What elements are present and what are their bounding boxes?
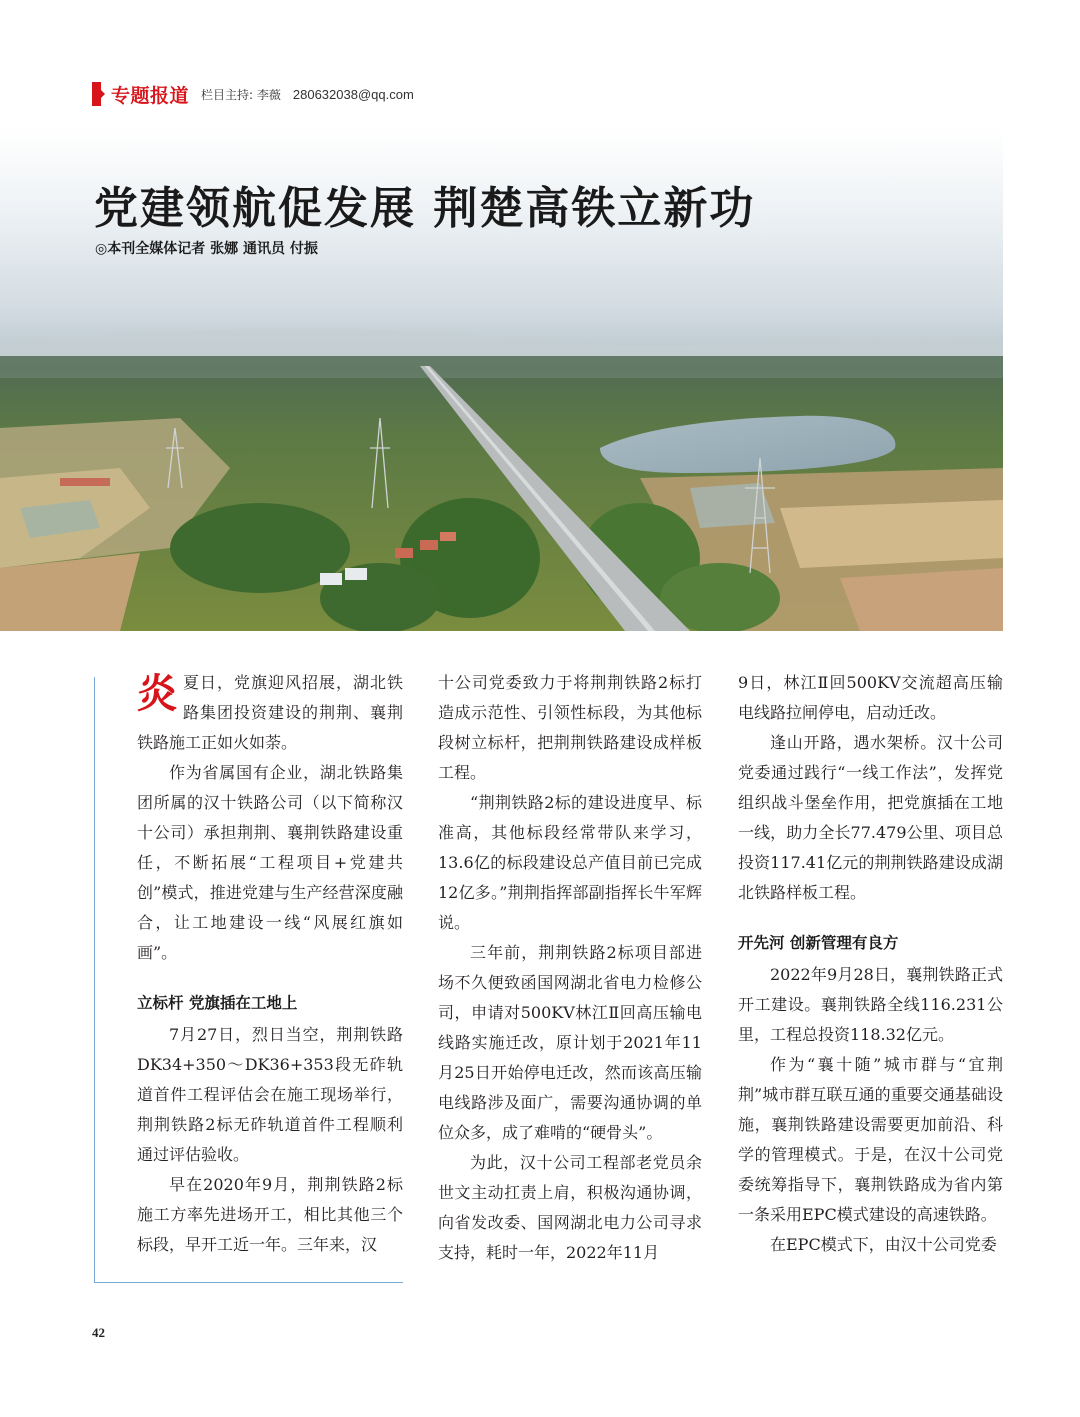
paragraph: 作为“襄十随”城市群与“宜荆荆”城市群互联互通的重要交通基础设施，襄荆铁路建设需要更加前沿、科学的管理模式。于是，在汉十公司党委统筹指导下，襄荆铁路成为省内第一条采用EPC模式建设的高速铁路。 <box>738 1055 1003 1224</box>
paragraph <box>137 668 403 758</box>
text-column-1 <box>137 668 403 1260</box>
column-header <box>92 80 414 108</box>
paragraph: 9日，林江Ⅱ回500KV交流超高压输电线路拉闸停电，启动迁改。 <box>738 673 1003 722</box>
article-title: 党建领航促发展 荆楚高铁立新功 <box>94 183 756 234</box>
text-column-3 <box>738 668 1003 1260</box>
article-byline: ◎本刊全媒体记者 张娜 通讯员 付振 <box>95 241 318 257</box>
paragraph: 在EPC模式下，由汉十公司党委 <box>770 1235 997 1254</box>
paragraph: 三年前，荆荆铁路2标项目部进场不久便致函国网湖北省电力检修公司，申请对500KV林江Ⅱ回高压输电线路实施迁改，原计划于2021年11月25日开始停电迁改，然而该高压输电线路涉及面广，需要沟通协调的单位众多，成了难啃的“硬骨头”。 <box>438 943 702 1142</box>
host-email: 280632038@qq.com <box>292 86 414 102</box>
column-frame-line <box>94 1282 403 1283</box>
section-marker-icon <box>92 82 101 106</box>
text-column-2 <box>438 668 702 1268</box>
section-heading: 开先河 创新管理有良方 <box>738 934 899 952</box>
paragraph: 逢山开路，遇水架桥。汉十公司党委通过践行“一线工作法”，发挥党组织战斗堡垒作用，把党旗插在工地一线，助力全长77.479公里、项目总投资117.41亿元的荆荆铁路建设成湖北铁路样板工程。 <box>738 733 1003 902</box>
page-number: 42 <box>92 1325 105 1340</box>
column-frame-line <box>94 677 95 1283</box>
drop-cap: 炎 <box>137 671 177 717</box>
paragraph-text: 夏日，党旗迎风招展，湖北铁路集团投资建设的荆荆、襄荆铁路施工正如火如荼。 <box>137 673 403 752</box>
paragraph: 为此，汉十公司工程部老党员余世文主动扛责上肩，积极沟通协调，向省发改委、国网湖北电力公司寻求支持，耗时一年，2022年11月 <box>438 1153 702 1262</box>
section-name: 专题报道 <box>111 84 190 107</box>
paragraph: 早在2020年9月，荆荆铁路2标施工方率先进场开工，相比其他三个标段，早开工近一年。三年来，汉 <box>137 1175 403 1254</box>
paragraph: 2022年9月28日，襄荆铁路正式开工建设。襄荆铁路全线116.231公里，工程总投资118.32亿元。 <box>738 965 1003 1044</box>
section-heading: 立标杆 党旗插在工地上 <box>137 994 298 1012</box>
paragraph: 十公司党委致力于将荆荆铁路2标打造成示范性、引领性标段，为其他标段树立标杆，把荆荆铁路建设成样板工程。 <box>438 673 702 782</box>
paragraph: 作为省属国有企业，湖北铁路集团所属的汉十铁路公司（以下简称汉十公司）承担荆荆、襄荆铁路建设重任，不断拓展“工程项目+党建共创”模式，推进党建与生产经营深度融合，让工地建设一线“风展红旗如画”。 <box>137 763 403 962</box>
column-host: 栏目主持: 李薇 <box>201 87 281 102</box>
paragraph: “荆荆铁路2标的建设进度早、标准高，其他标段经常带队来学习，13.6亿的标段建设总产值目前已完成12亿多。”荆荆指挥部副指挥长牛军辉说。 <box>438 793 702 932</box>
paragraph: 7月27日，烈日当空，荆荆铁路DK34+350～DK36+353段无砟轨道首件工程评估会在施工现场举行，荆荆铁路2标无砟轨道首件工程顺利通过评估验收。 <box>137 1025 403 1164</box>
